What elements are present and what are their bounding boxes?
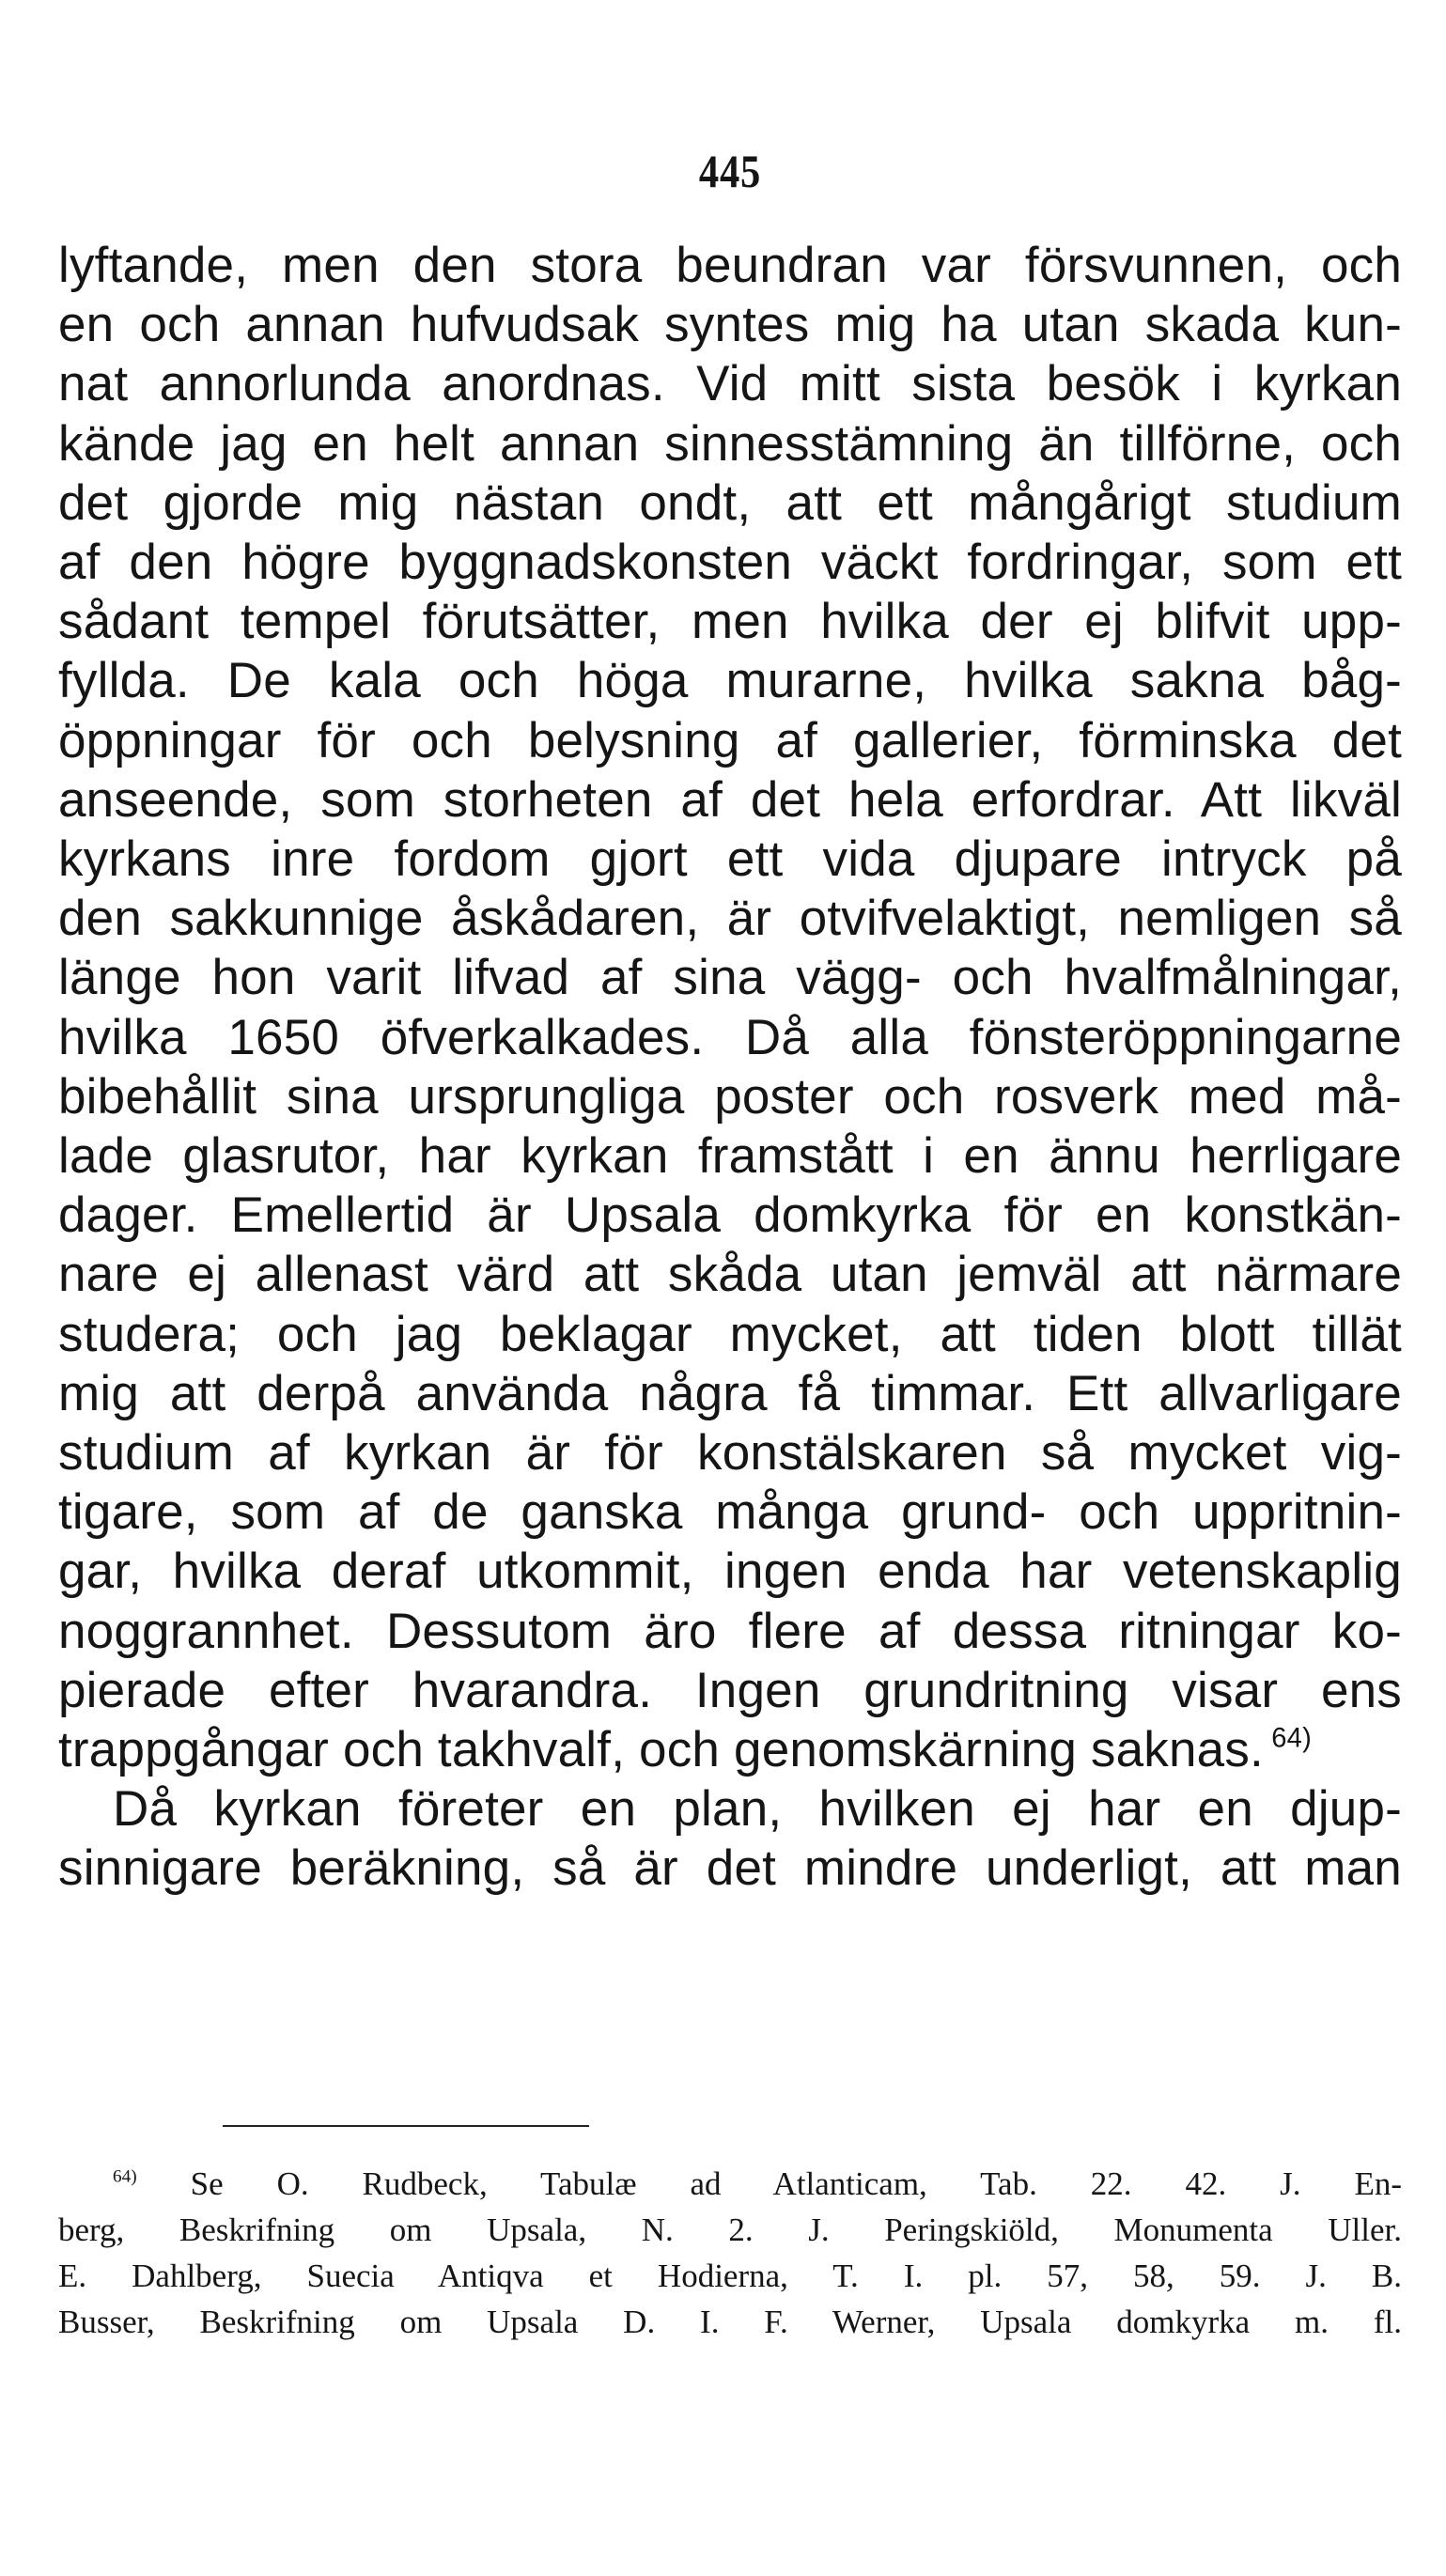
text-line: sinnigare beräkning, så är det mindre underligt, att man	[58, 1840, 1402, 1897]
text-line: nare ej allenast värd att skåda utan jemväl att närmare	[58, 1247, 1402, 1303]
book-page	[58, 0, 1402, 2576]
text-line: hvilka 1650 öfverkalkades. Då alla fönsteröppningarne	[58, 1009, 1402, 1065]
text-line: mig att derpå använda några få timmar. Ett allvarligare	[58, 1365, 1402, 1421]
paragraph-first-line: Då kyrkan företer en plan, hvilken ej har en djup-	[113, 1781, 1402, 1838]
text-line: pierade efter hvarandra. Ingen grundritning visar ens	[58, 1662, 1402, 1718]
text-line: fyllda. De kala och höga murarne, hvilka sakna båg-	[58, 653, 1402, 709]
footnote-line: berg, Beskrifning om Upsala, N. 2. J. Peringskiöld, Monumenta Uller.	[58, 2211, 1402, 2248]
text-line: den sakkunnige åskådaren, är otvifvelaktigt, nemligen så	[58, 891, 1402, 947]
page-number: 445	[698, 145, 762, 197]
text-line: kyrkans inre fordom gjort ett vida djupare intryck på	[58, 831, 1402, 887]
footnote-line: Busser, Beskrifning om Upsala D. I. F. Werner, Upsala domkyrka m. fl.	[58, 2304, 1402, 2340]
text-line: länge hon varit lifvad af sina vägg- och hvalfmålningar,	[58, 950, 1402, 1006]
text-line: gar, hvilka deraf utkommit, ingen enda har vetenskaplig	[58, 1544, 1402, 1600]
text-line: bibehållit sina ursprungliga poster och rosverk med må-	[58, 1068, 1402, 1125]
text-line: noggrannhet. Dessutom äro flere af dessa ritningar ko-	[58, 1603, 1402, 1659]
text-line: dager. Emellertid är Upsala domkyrka för en konstkän-	[58, 1187, 1402, 1244]
text-line: det gjorde mig nästan ondt, att ett mångårigt studium	[58, 474, 1402, 531]
text-line: af den högre byggnadskonsten väckt fordringar, som ett	[58, 535, 1402, 590]
text-line: tigare, som af de ganska många grund- och uppritnin-	[58, 1484, 1402, 1541]
text-line: en och annan hufvudsak syntes mig ha utan skada kun-	[58, 297, 1402, 353]
text-line: sådant tempel förutsätter, men hvilka der ej blifvit upp-	[58, 594, 1402, 650]
text-line: lade glasrutor, har kyrkan framstått i en ännu herrligare	[58, 1128, 1402, 1184]
text-line: nat annorlunda anordnas. Vid mitt sista besök i kyrkan	[58, 356, 1402, 412]
text-line: lyftande, men den stora beundran var försvunnen, och	[58, 238, 1402, 293]
footnote-line: E. Dahlberg, Suecia Antiqva et Hodierna, T. I. pl. 57, 58, 59. J. B.	[58, 2258, 1402, 2294]
footnote-separator	[223, 2125, 589, 2127]
text-line: studera; och jag beklagar mycket, att tiden blott tillät	[58, 1306, 1402, 1362]
text-line: trappgångar och takhvalf, och genomskärning saknas. $^{64)}$	[58, 1722, 1312, 1777]
footnote-marker: 64)	[113, 2166, 137, 2187]
text-line: kände jag en helt annan sinnesstämning än tillförne, och	[58, 415, 1402, 472]
text-line: studium af kyrkan är för konstälskaren så mycket vig-	[58, 1425, 1402, 1481]
text-line: anseende, som storheten af det hela erfordrar. Att likväl	[58, 771, 1402, 828]
footnote-line: $^{64)}$ Se O. Rudbeck, Tabulæ ad Atlanticam, Tab. 22. 42. J. En-	[113, 2165, 1402, 2202]
text-line: öppningar för och belysning af gallerier, förminska det	[58, 712, 1402, 768]
footnote-reference: 64)	[1263, 1723, 1312, 1754]
